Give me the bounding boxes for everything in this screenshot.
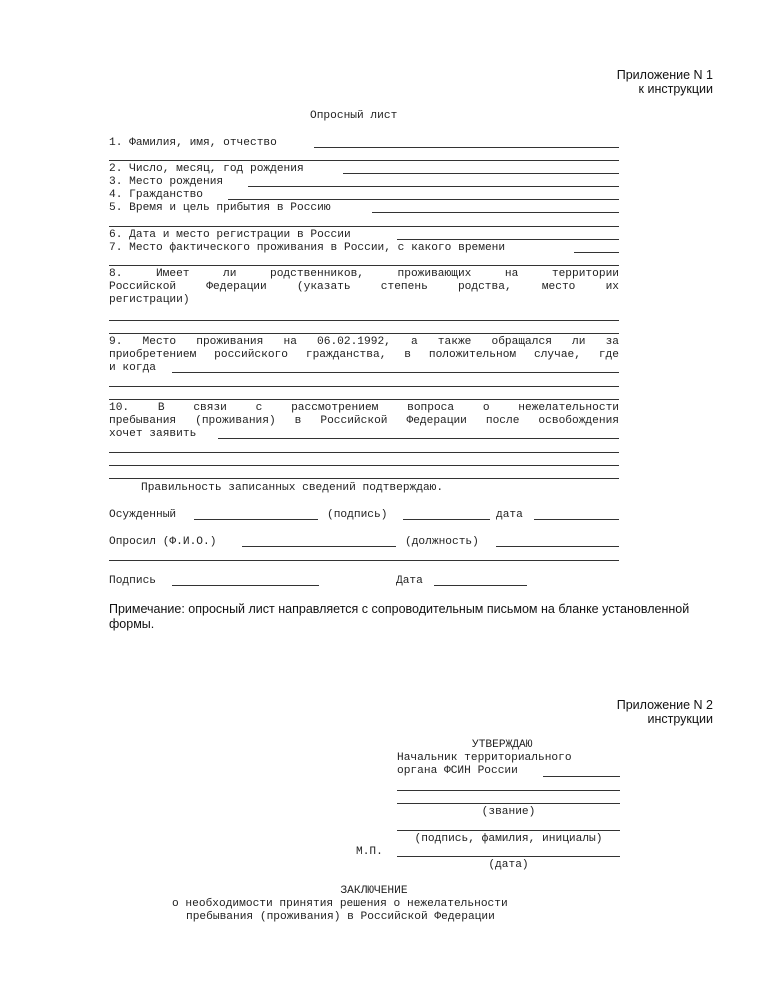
signature-label: Подпись [109, 575, 156, 587]
questionnaire-title: Опросный лист [310, 110, 398, 122]
position-line [496, 546, 619, 547]
item-8-line-b [109, 333, 619, 334]
rank-label: (звание) [481, 806, 536, 818]
date-line [434, 585, 527, 586]
item-1-label: 1. Фамилия, имя, отчество [109, 137, 277, 149]
convicted-date-line [534, 519, 619, 520]
item-4-line [228, 199, 619, 200]
note-line1: Примечание: опросный лист направляется с сопроводительным письмом на бланке установленной [109, 602, 690, 616]
item-8-line3: регистрации) [109, 294, 190, 306]
approval-line-c [397, 830, 620, 831]
note-line2: формы. [109, 617, 155, 631]
item-8-line-a [109, 320, 619, 321]
conclusion-line1: о необходимости принятия решения о нежелательности [172, 898, 508, 910]
sign-name-label: (подпись, фамилия, инициалы) [414, 833, 603, 845]
signature-line [172, 585, 319, 586]
item-9-line [172, 372, 619, 373]
item-9-line2: приобретением российского гражданства, в положительном случае, где [109, 349, 619, 361]
item-6-line [397, 239, 619, 240]
item-10-line-a [109, 452, 619, 453]
convicted-line [194, 519, 318, 520]
appendix-2-line1: Приложение N 2 [616, 698, 713, 712]
appendix-2-line2: инструкции [647, 712, 713, 726]
approval-line-a [397, 790, 620, 791]
item-5-label: 5. Время и цель прибытия в Россию [109, 202, 331, 214]
approval-date-line [397, 856, 620, 857]
approval-head-line1: Начальник территориального [397, 752, 572, 764]
item-10-line2: пребывания (проживания) в Российской Федерации после освобождения [109, 415, 619, 427]
item-3-line [248, 186, 619, 187]
item-6-label: 6. Дата и место регистрации в России [109, 229, 351, 241]
item-10-line3: хочет заявить [109, 428, 197, 440]
position-label: (должность) [405, 536, 479, 548]
convicted-signature-line [403, 519, 490, 520]
item-4-label: 4. Гражданство [109, 189, 203, 201]
approval-head-line2: органа ФСИН России [397, 765, 518, 777]
item-7-line [574, 252, 619, 253]
item-8-line2: Российской Федерации (указать степень родства, место их [109, 281, 619, 293]
questioned-line [242, 546, 396, 547]
item-2-label: 2. Число, месяц, год рождения [109, 163, 304, 175]
item-5-line-2 [109, 226, 619, 227]
item-10-line-b [109, 465, 619, 466]
appendix-2-header [617, 698, 713, 726]
item-9-line1: 9. Место проживания на 06.02.1992, а также обращался ли за [109, 336, 619, 348]
convicted-signature-label: (подпись) [327, 509, 388, 521]
approval-date-label: (дата) [488, 859, 529, 871]
confirm-text: Правильность записанных сведений подтверждаю. [141, 482, 444, 494]
approve-heading: УТВЕРЖДАЮ [472, 739, 533, 751]
approval-head-line [543, 776, 620, 777]
item-1-line [314, 147, 619, 148]
date-label: Дата [396, 575, 423, 587]
appendix-1-header [617, 68, 713, 96]
item-1-line-2 [109, 160, 619, 161]
item-2-line [343, 173, 619, 174]
item-9-line-a [109, 386, 619, 387]
approval-line-b [397, 803, 620, 804]
item-7-line-2 [109, 265, 619, 266]
conclusion-line2: пребывания (проживания) в Российской Федерации [186, 911, 495, 923]
appendix-1-line1: Приложение N 1 [616, 68, 713, 82]
item-10-line-c [109, 478, 619, 479]
convicted-label: Осужденный [109, 509, 177, 521]
convicted-date-label: дата [496, 509, 523, 521]
item-10-line1: 10. В связи с рассмотрением вопроса о нежелательности [109, 402, 619, 414]
note [109, 602, 719, 632]
item-9-line3: и когда [109, 362, 156, 374]
conclusion-title: ЗАКЛЮЧЕНИЕ [340, 885, 408, 897]
stamp-label: М.П. [356, 846, 383, 858]
item-10-line [218, 438, 619, 439]
item-9-line-b [109, 399, 619, 400]
questioned-line-2 [109, 560, 619, 561]
item-8-line1: 8. Имеет ли родственников, проживающих на территории [109, 268, 619, 280]
questioned-label: Опросил (Ф.И.О.) [109, 536, 217, 548]
item-7-label: 7. Место фактического проживания в России, с какого времени [109, 242, 506, 254]
item-5-line [372, 212, 619, 213]
appendix-1-line2: к инструкции [638, 82, 713, 96]
item-3-label: 3. Место рождения [109, 176, 224, 188]
